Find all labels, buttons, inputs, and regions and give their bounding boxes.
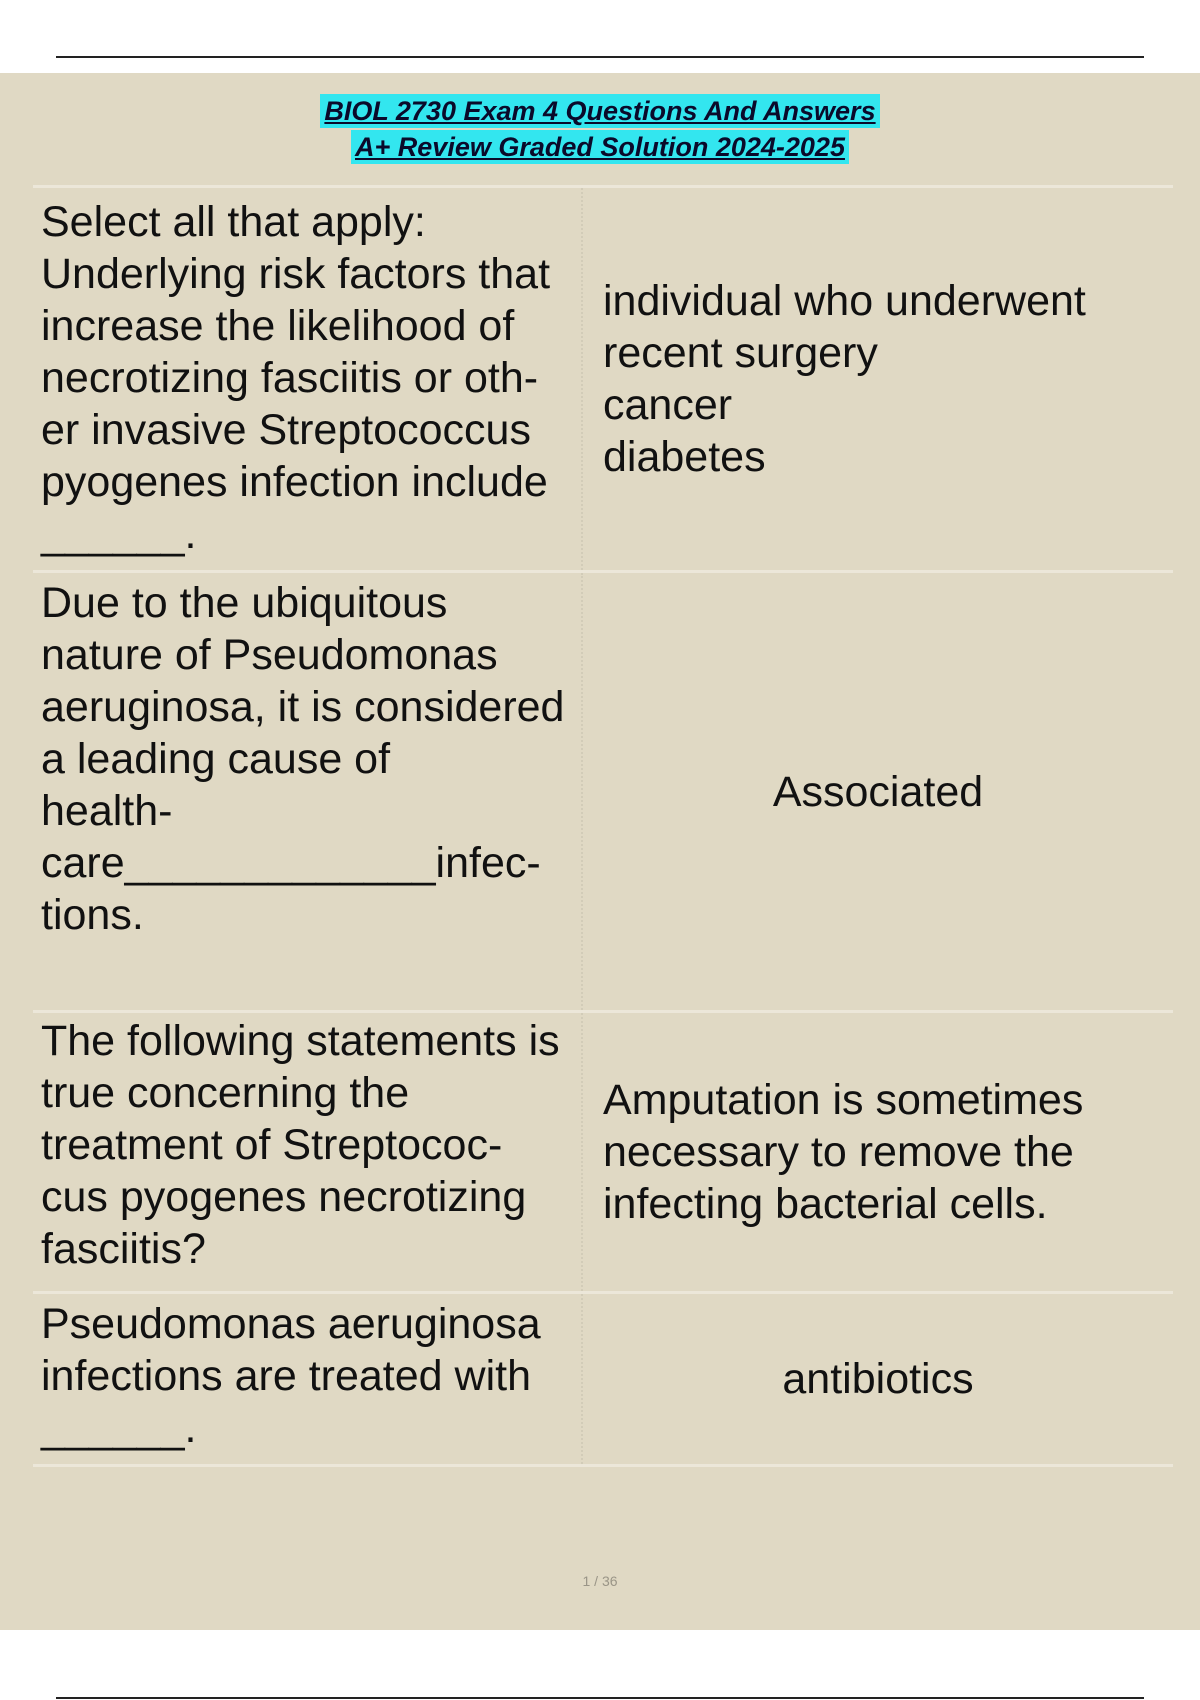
answer-cell: Associated: [772, 767, 984, 816]
question-cell: Select all that apply: Underlying risk factors that increase the likelihood of necrotizing fasciitis or oth- er invasive Streptococcus pyogenes infection include ______.: [33, 188, 583, 570]
question-cell: The following statements is true concerning the treatment of Streptococ- cus pyogenes necrotizing fasciitis?: [33, 1013, 583, 1291]
qa-table: [33, 185, 1173, 1467]
question-cell: Due to the ubiquitous nature of Pseudomonas aeruginosa, it is considered a leading cause of health- care_____________infec- tions.: [33, 573, 583, 1010]
qa-row: [33, 1013, 1173, 1294]
qa-row: [33, 573, 1173, 1013]
top-rule: [56, 56, 1144, 58]
title-line-2: A+ Review Graded Solution 2024-2025: [351, 130, 849, 164]
document-page: [0, 73, 1200, 1630]
title-line-1: BIOL 2730 Exam 4 Questions And Answers: [320, 94, 879, 128]
answer-cell: antibiotics: [782, 1355, 974, 1403]
document-title: [0, 93, 1200, 165]
bottom-rule: [56, 1697, 1144, 1699]
page-number: 1 / 36: [582, 1573, 618, 1589]
answer-cell: individual who underwent recent surgery cancer diabetes: [603, 277, 1086, 481]
qa-row: [33, 188, 1173, 573]
answer-cell: Amputation is sometimes necessary to remove the infecting bacterial cells.: [603, 1076, 1084, 1228]
qa-row: [33, 1294, 1173, 1467]
question-cell: Pseudomonas aeruginosa infections are treated with ______.: [33, 1294, 583, 1464]
